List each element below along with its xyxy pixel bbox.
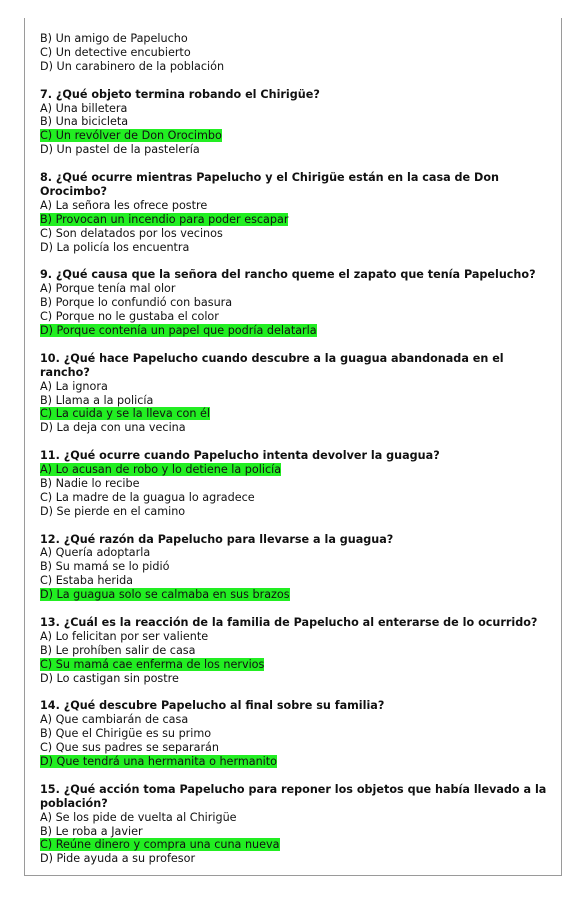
answer-option: [40, 60, 550, 74]
answer-option: [40, 394, 550, 408]
option-text: D) Porque contenía un papel que podría delatarla: [40, 323, 317, 337]
answer-option: [40, 546, 550, 560]
option-text: C) La cuida y se la lleva con él: [40, 407, 210, 421]
answer-option: [40, 644, 550, 658]
option-text: C) Son delatados por los vecinos: [40, 226, 223, 240]
question-block: [40, 533, 550, 603]
option-text: B) Una bicicleta: [40, 115, 129, 129]
option-text: C) Que sus padres se separarán: [40, 741, 219, 755]
answer-option: [40, 741, 550, 755]
question-text: 8. ¿Qué ocurre mientras Papelucho y el Chirigüe están en la casa de Don Orocimbo?: [40, 171, 499, 198]
answer-option-correct: [40, 658, 550, 672]
option-text: B) Su mamá se lo pidió: [40, 560, 170, 574]
option-text: D) Un pastel de la pastelería: [40, 143, 200, 157]
answer-option: [40, 811, 550, 825]
answer-option: [40, 115, 550, 129]
answer-option: [40, 46, 550, 60]
option-text: D) La guagua solo se calmaba en sus brazos: [40, 588, 290, 602]
option-text: A) Se los pide de vuelta al Chirigüe: [40, 810, 237, 824]
option-text: D) Se pierde en el camino: [40, 504, 186, 518]
answer-option-correct: [40, 324, 550, 338]
option-text: B) Llama a la policía: [40, 393, 154, 407]
answer-option: [40, 852, 550, 866]
option-text: B) Nadie lo recibe: [40, 476, 140, 490]
question-block: [40, 449, 550, 519]
question-block: [40, 88, 550, 158]
option-text: A) Que cambiarán de casa: [40, 713, 189, 727]
option-text: C) Reúne dinero y compra una cuna nueva: [40, 838, 280, 852]
question-block: [40, 783, 550, 866]
option-text: A) Lo felicitan por ser valiente: [40, 629, 209, 643]
answer-option: [40, 825, 550, 839]
answer-option: [40, 713, 550, 727]
option-text: A) Porque tenía mal olor: [40, 282, 176, 296]
answer-option: [40, 727, 550, 741]
answer-option: [40, 560, 550, 574]
answer-option-correct: [40, 407, 550, 421]
answer-option-correct: [40, 588, 550, 602]
option-text: C) La madre de la guagua lo agradece: [40, 490, 255, 504]
quiz-content: [40, 32, 550, 880]
question-text: 13. ¿Cuál es la reacción de la familia de Papelucho al enterarse de lo ocurrido?: [40, 615, 538, 629]
question-text: 12. ¿Qué razón da Papelucho para llevarse a la guagua?: [40, 532, 394, 546]
option-text: B) Porque lo confundió con basura: [40, 296, 233, 310]
answer-option: [40, 102, 550, 116]
answer-option: [40, 282, 550, 296]
answer-option: [40, 672, 550, 686]
answer-option-correct: [40, 755, 550, 769]
option-text: A) Quería adoptarla: [40, 546, 151, 560]
question-text: 11. ¿Qué ocurre cuando Papelucho intenta devolver la guagua?: [40, 449, 440, 463]
answer-option: [40, 421, 550, 435]
option-text: B) Le roba a Javier: [40, 824, 143, 838]
question-text: 7. ¿Qué objeto termina robando el Chirigüe?: [40, 87, 320, 101]
option-text: B) Provocan un incendio para poder escapar: [40, 212, 289, 226]
answer-option-correct: [40, 129, 550, 143]
option-text: A) Lo acusan de robo y lo detiene la policía: [40, 463, 282, 477]
question-block: [40, 268, 550, 338]
option-text: C) Su mamá cae enferma de los nervios: [40, 657, 265, 671]
option-text: D) Un carabinero de la población: [40, 59, 225, 73]
question-text: 15. ¿Qué acción toma Papelucho para reponer los objetos que había llevado a la población?: [40, 782, 547, 810]
option-text: B) Un amigo de Papelucho: [40, 32, 188, 45]
answer-option: [40, 477, 550, 491]
option-text: A) La ignora: [40, 379, 108, 393]
question-text: 14. ¿Qué descubre Papelucho al final sobre su familia?: [40, 699, 385, 713]
option-text: B) Le prohíben salir de casa: [40, 643, 196, 657]
answer-option: [40, 505, 550, 519]
answer-option: [40, 630, 550, 644]
answer-option-correct: [40, 213, 550, 227]
question-block: [40, 699, 550, 769]
question-block: [40, 32, 550, 74]
option-text: A) La señora les ofrece postre: [40, 198, 208, 212]
option-text: D) Que tendrá una hermanita o hermanito: [40, 755, 278, 768]
question-text: 10. ¿Qué hace Papelucho cuando descubre a la guagua abandonada en el rancho?: [40, 351, 504, 379]
option-text: D) Pide ayuda a su profesor: [40, 852, 196, 866]
option-text: D) Lo castigan sin postre: [40, 671, 179, 685]
question-block: [40, 171, 550, 254]
answer-option: [40, 143, 550, 157]
question-block: [40, 352, 550, 435]
answer-option: [40, 241, 550, 255]
answer-option: [40, 32, 550, 46]
answer-option: [40, 574, 550, 588]
question-text: 9. ¿Qué causa que la señora del rancho queme el zapato que tenía Papelucho?: [40, 268, 536, 282]
answer-option: [40, 227, 550, 241]
answer-option: [40, 491, 550, 505]
option-text: D) La policía los encuentra: [40, 240, 190, 254]
answer-option-correct: [40, 463, 550, 477]
option-text: C) Estaba herida: [40, 574, 134, 588]
option-text: A) Una billetera: [40, 101, 128, 115]
option-text: D) La deja con una vecina: [40, 421, 186, 435]
answer-option: [40, 296, 550, 310]
answer-option: [40, 310, 550, 324]
question-block: [40, 616, 550, 686]
answer-option-correct: [40, 838, 550, 852]
option-text: C) Un revólver de Don Orocimbo: [40, 129, 222, 143]
option-text: B) Que el Chirigüe es su primo: [40, 727, 212, 741]
answer-option: [40, 199, 550, 213]
option-text: C) Un detective encubierto: [40, 45, 191, 59]
option-text: C) Porque no le gustaba el color: [40, 310, 219, 324]
answer-option: [40, 380, 550, 394]
